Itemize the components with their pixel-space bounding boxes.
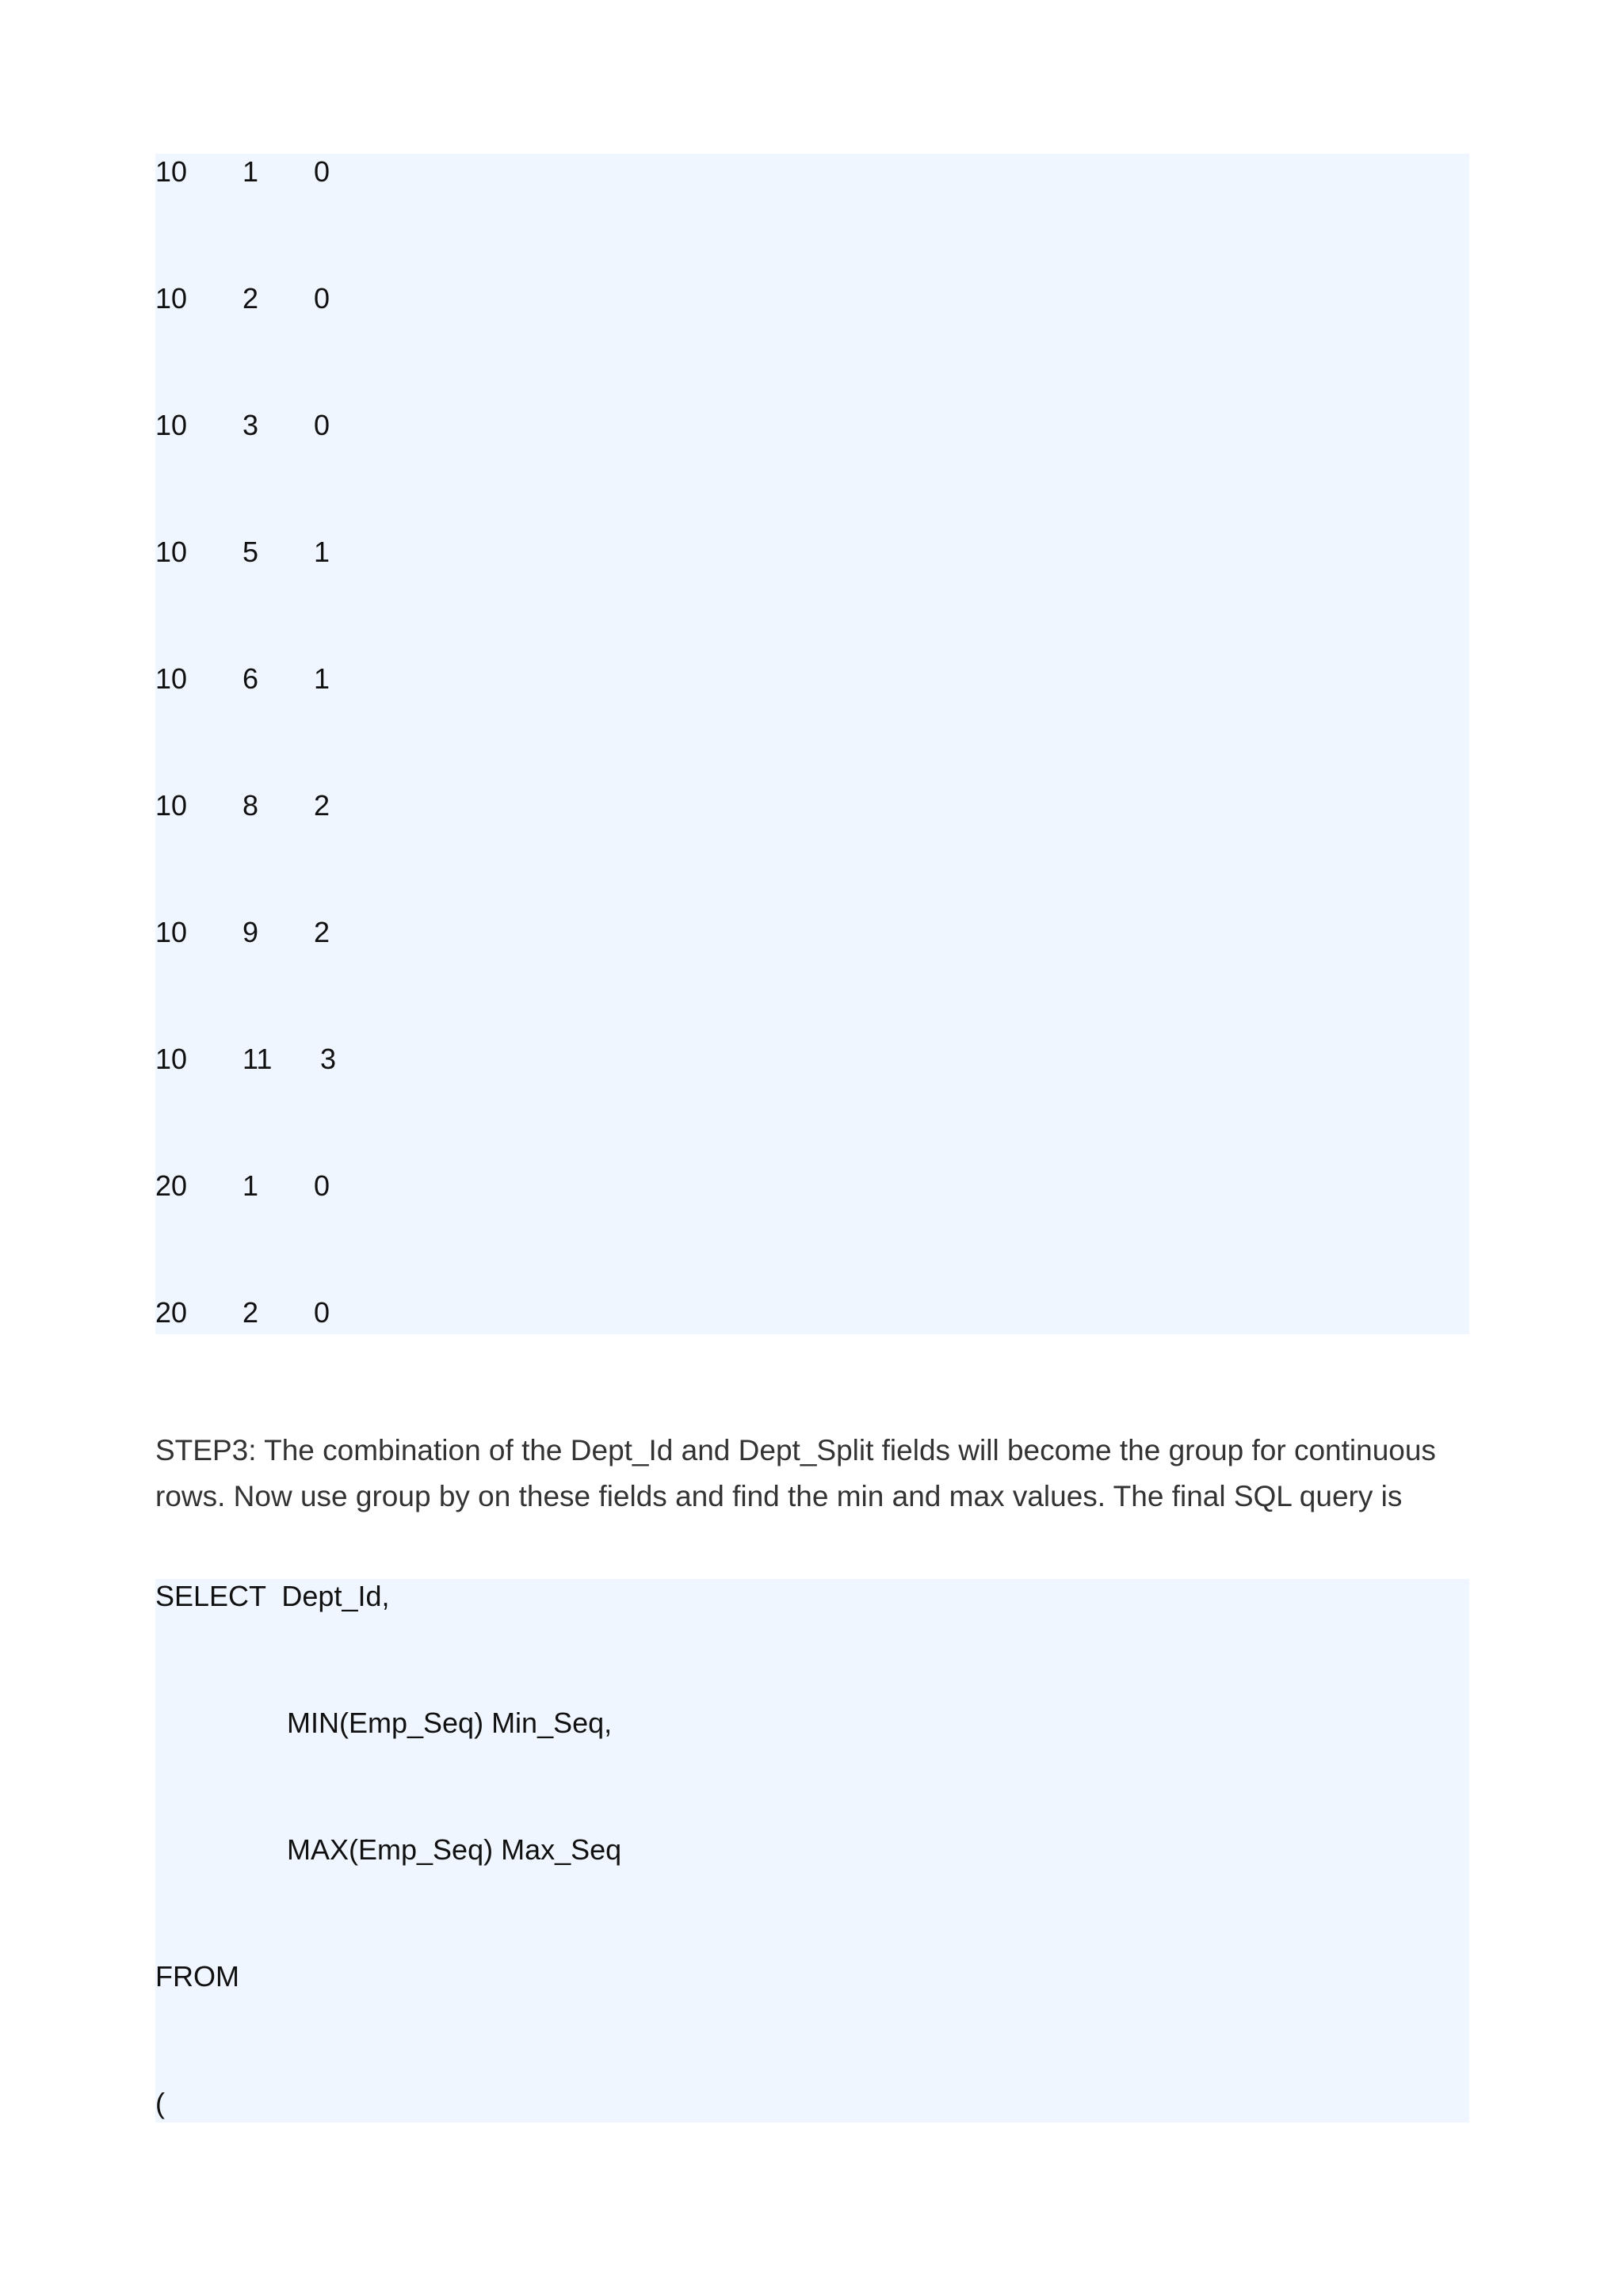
dept-split-cell: 0 xyxy=(314,155,330,188)
result-row xyxy=(155,408,330,443)
emp-seq-cell: 2 xyxy=(242,282,259,315)
result-row xyxy=(155,662,330,696)
sql-line: ( xyxy=(155,2087,165,2119)
dept-split-cell: 2 xyxy=(314,916,330,948)
dept-id-cell: 10 xyxy=(155,409,188,441)
dept-id-cell: 10 xyxy=(155,155,188,188)
dept-id-cell: 10 xyxy=(155,282,188,315)
result-row xyxy=(155,1042,337,1077)
emp-seq-cell: 1 xyxy=(242,1169,259,1202)
result-row xyxy=(155,535,330,570)
result-row xyxy=(155,281,330,316)
dept-split-cell: 0 xyxy=(314,409,330,441)
dept-split-cell: 0 xyxy=(314,1296,330,1329)
dept-split-cell: 0 xyxy=(314,1169,330,1202)
dept-id-cell: 10 xyxy=(155,662,188,695)
dept-id-cell: 10 xyxy=(155,536,188,568)
dept-id-cell: 20 xyxy=(155,1296,188,1329)
result-row xyxy=(155,154,330,189)
result-row xyxy=(155,1169,330,1203)
emp-seq-cell: 11 xyxy=(242,1043,273,1075)
sql-line: MIN(Emp_Seq) Min_Seq, xyxy=(287,1707,613,1739)
result-row xyxy=(155,915,330,950)
result-code-block xyxy=(155,154,1469,1334)
emp-seq-cell: 8 xyxy=(242,789,259,822)
dept-split-cell: 3 xyxy=(320,1043,337,1075)
dept-id-cell: 10 xyxy=(155,916,188,948)
dept-split-cell: 1 xyxy=(314,536,330,568)
dept-id-cell: 20 xyxy=(155,1169,188,1202)
result-row xyxy=(155,1295,330,1330)
emp-seq-cell: 5 xyxy=(242,536,259,568)
dept-id-cell: 10 xyxy=(155,1043,188,1075)
emp-seq-cell: 1 xyxy=(242,155,259,188)
emp-seq-cell: 9 xyxy=(242,916,259,948)
sql-line: SELECT Dept_Id, xyxy=(155,1580,390,1612)
emp-seq-cell: 2 xyxy=(242,1296,259,1329)
dept-split-cell: 0 xyxy=(314,282,330,315)
sql-line: FROM xyxy=(155,1960,239,1993)
emp-seq-cell: 6 xyxy=(242,662,259,695)
result-row xyxy=(155,788,330,823)
dept-split-cell: 2 xyxy=(314,789,330,822)
dept-split-cell: 1 xyxy=(314,662,330,695)
step3-paragraph: STEP3: The combination of the Dept_Id and Dept_Split fields will become the group for continuous rows. Now use group by on these fields and find the min and max values. The final SQL query is xyxy=(155,1434,1436,1512)
emp-seq-cell: 3 xyxy=(242,409,259,441)
dept-id-cell: 10 xyxy=(155,789,188,822)
sql-line: MAX(Emp_Seq) Max_Seq xyxy=(287,1833,622,1866)
